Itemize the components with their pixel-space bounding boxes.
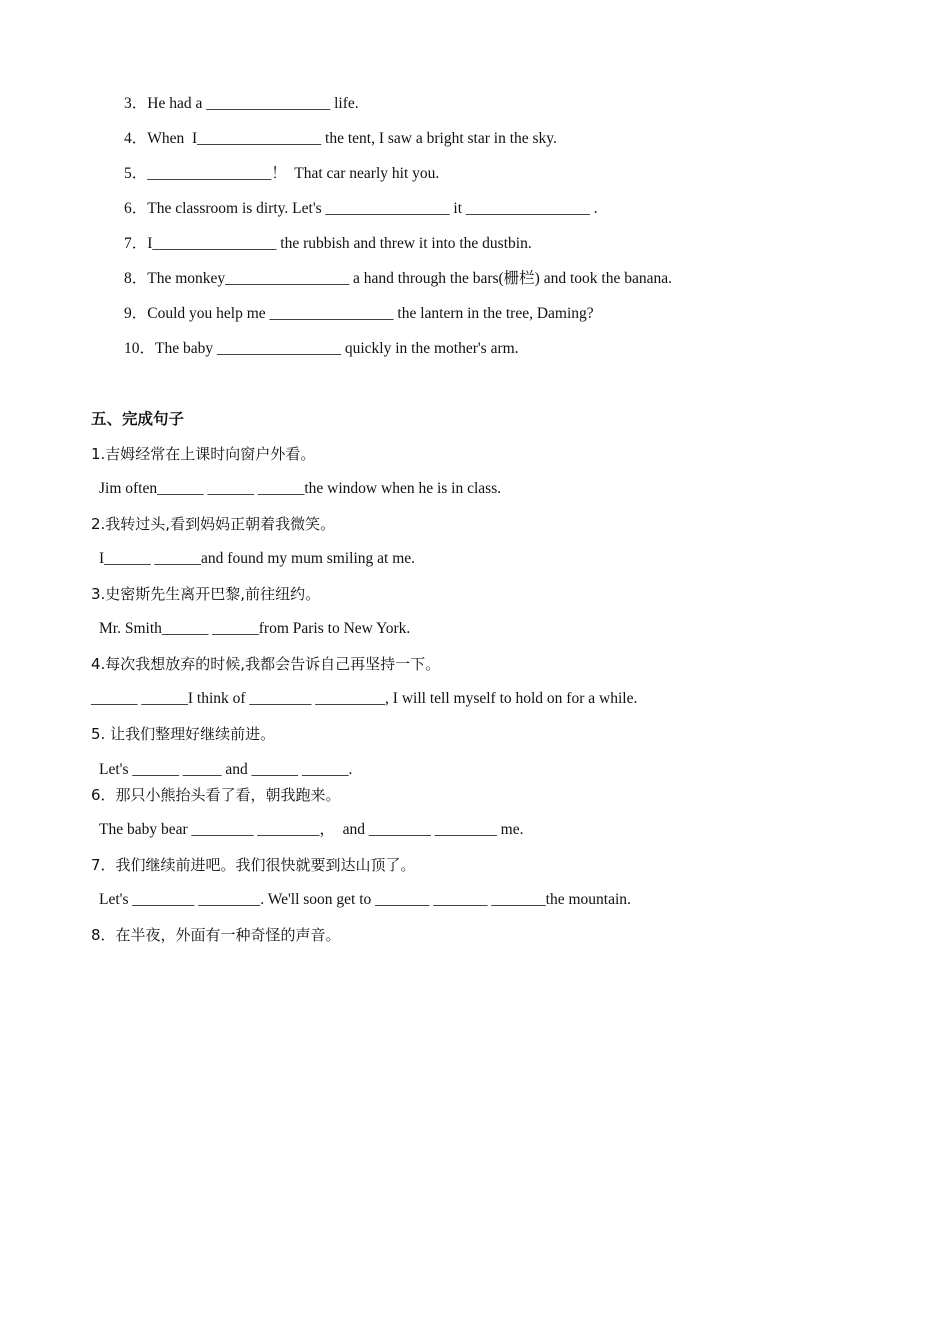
sentence-5-english: Let's ______ _____ and ______ ______. — [99, 761, 353, 778]
sentence-6-english: The baby bear ________ ________， and ________ ________ me. — [99, 821, 524, 838]
sentence-2-chinese: 2.我转过头,看到妈妈正朝着我微笑。 — [91, 515, 336, 533]
sentence-6-chinese: 6．那只小熊抬头看了看，朝我跑来。 — [91, 786, 341, 804]
exercise-item-4: 4．When I________________ the tent, I saw a bright star in the sky. — [124, 130, 557, 147]
sentence-4-chinese: 4.每次我想放弃的时候,我都会告诉自己再坚持一下。 — [91, 655, 441, 673]
exercise-item-9: 9．Could you help me ________________ the lantern in the tree, Daming? — [124, 305, 594, 322]
sentence-1-chinese: 1.吉姆经常在上课时向窗户外看。 — [91, 445, 316, 463]
sentence-7-chinese: 7．我们继续前进吧。我们很快就要到达山顶了。 — [91, 856, 416, 874]
exercise-item-7: 7．I________________ the rubbish and threw it into the dustbin. — [124, 235, 532, 252]
sentence-1-english: Jim often______ ______ ______the window when he is in class. — [99, 480, 502, 497]
sentence-7-english: Let's ________ ________. We'll soon get to _______ _______ _______the mountain. — [99, 891, 631, 908]
exercise-item-5: 5．________________！ That car nearly hit you. — [124, 165, 440, 182]
sentence-4-english: ______ ______I think of ________ _________, I will tell myself to hold on for a while. — [91, 690, 638, 707]
exercise-item-8: 8．The monkey________________ a hand through the bars(栅栏) and took the banana. — [124, 270, 672, 287]
sentence-8-chinese: 8．在半夜，外面有一种奇怪的声音。 — [91, 926, 341, 944]
sentence-3-chinese: 3.史密斯先生离开巴黎,前往纽约。 — [91, 585, 321, 603]
section-heading: 五、完成句子 — [91, 410, 185, 428]
sentence-3-english: Mr. Smith______ ______from Paris to New York. — [99, 620, 411, 637]
exercise-item-3: 3．He had a ________________ life. — [124, 95, 359, 112]
exercise-item-6: 6．The classroom is dirty. Let's ________________ it ________________ . — [124, 200, 598, 217]
exercise-item-10: 10．The baby ________________ quickly in the mother's arm. — [124, 340, 519, 357]
sentence-2-english: I______ ______and found my mum smiling at me. — [99, 550, 416, 567]
sentence-5-chinese: 5. 让我们整理好继续前进。 — [91, 725, 276, 743]
